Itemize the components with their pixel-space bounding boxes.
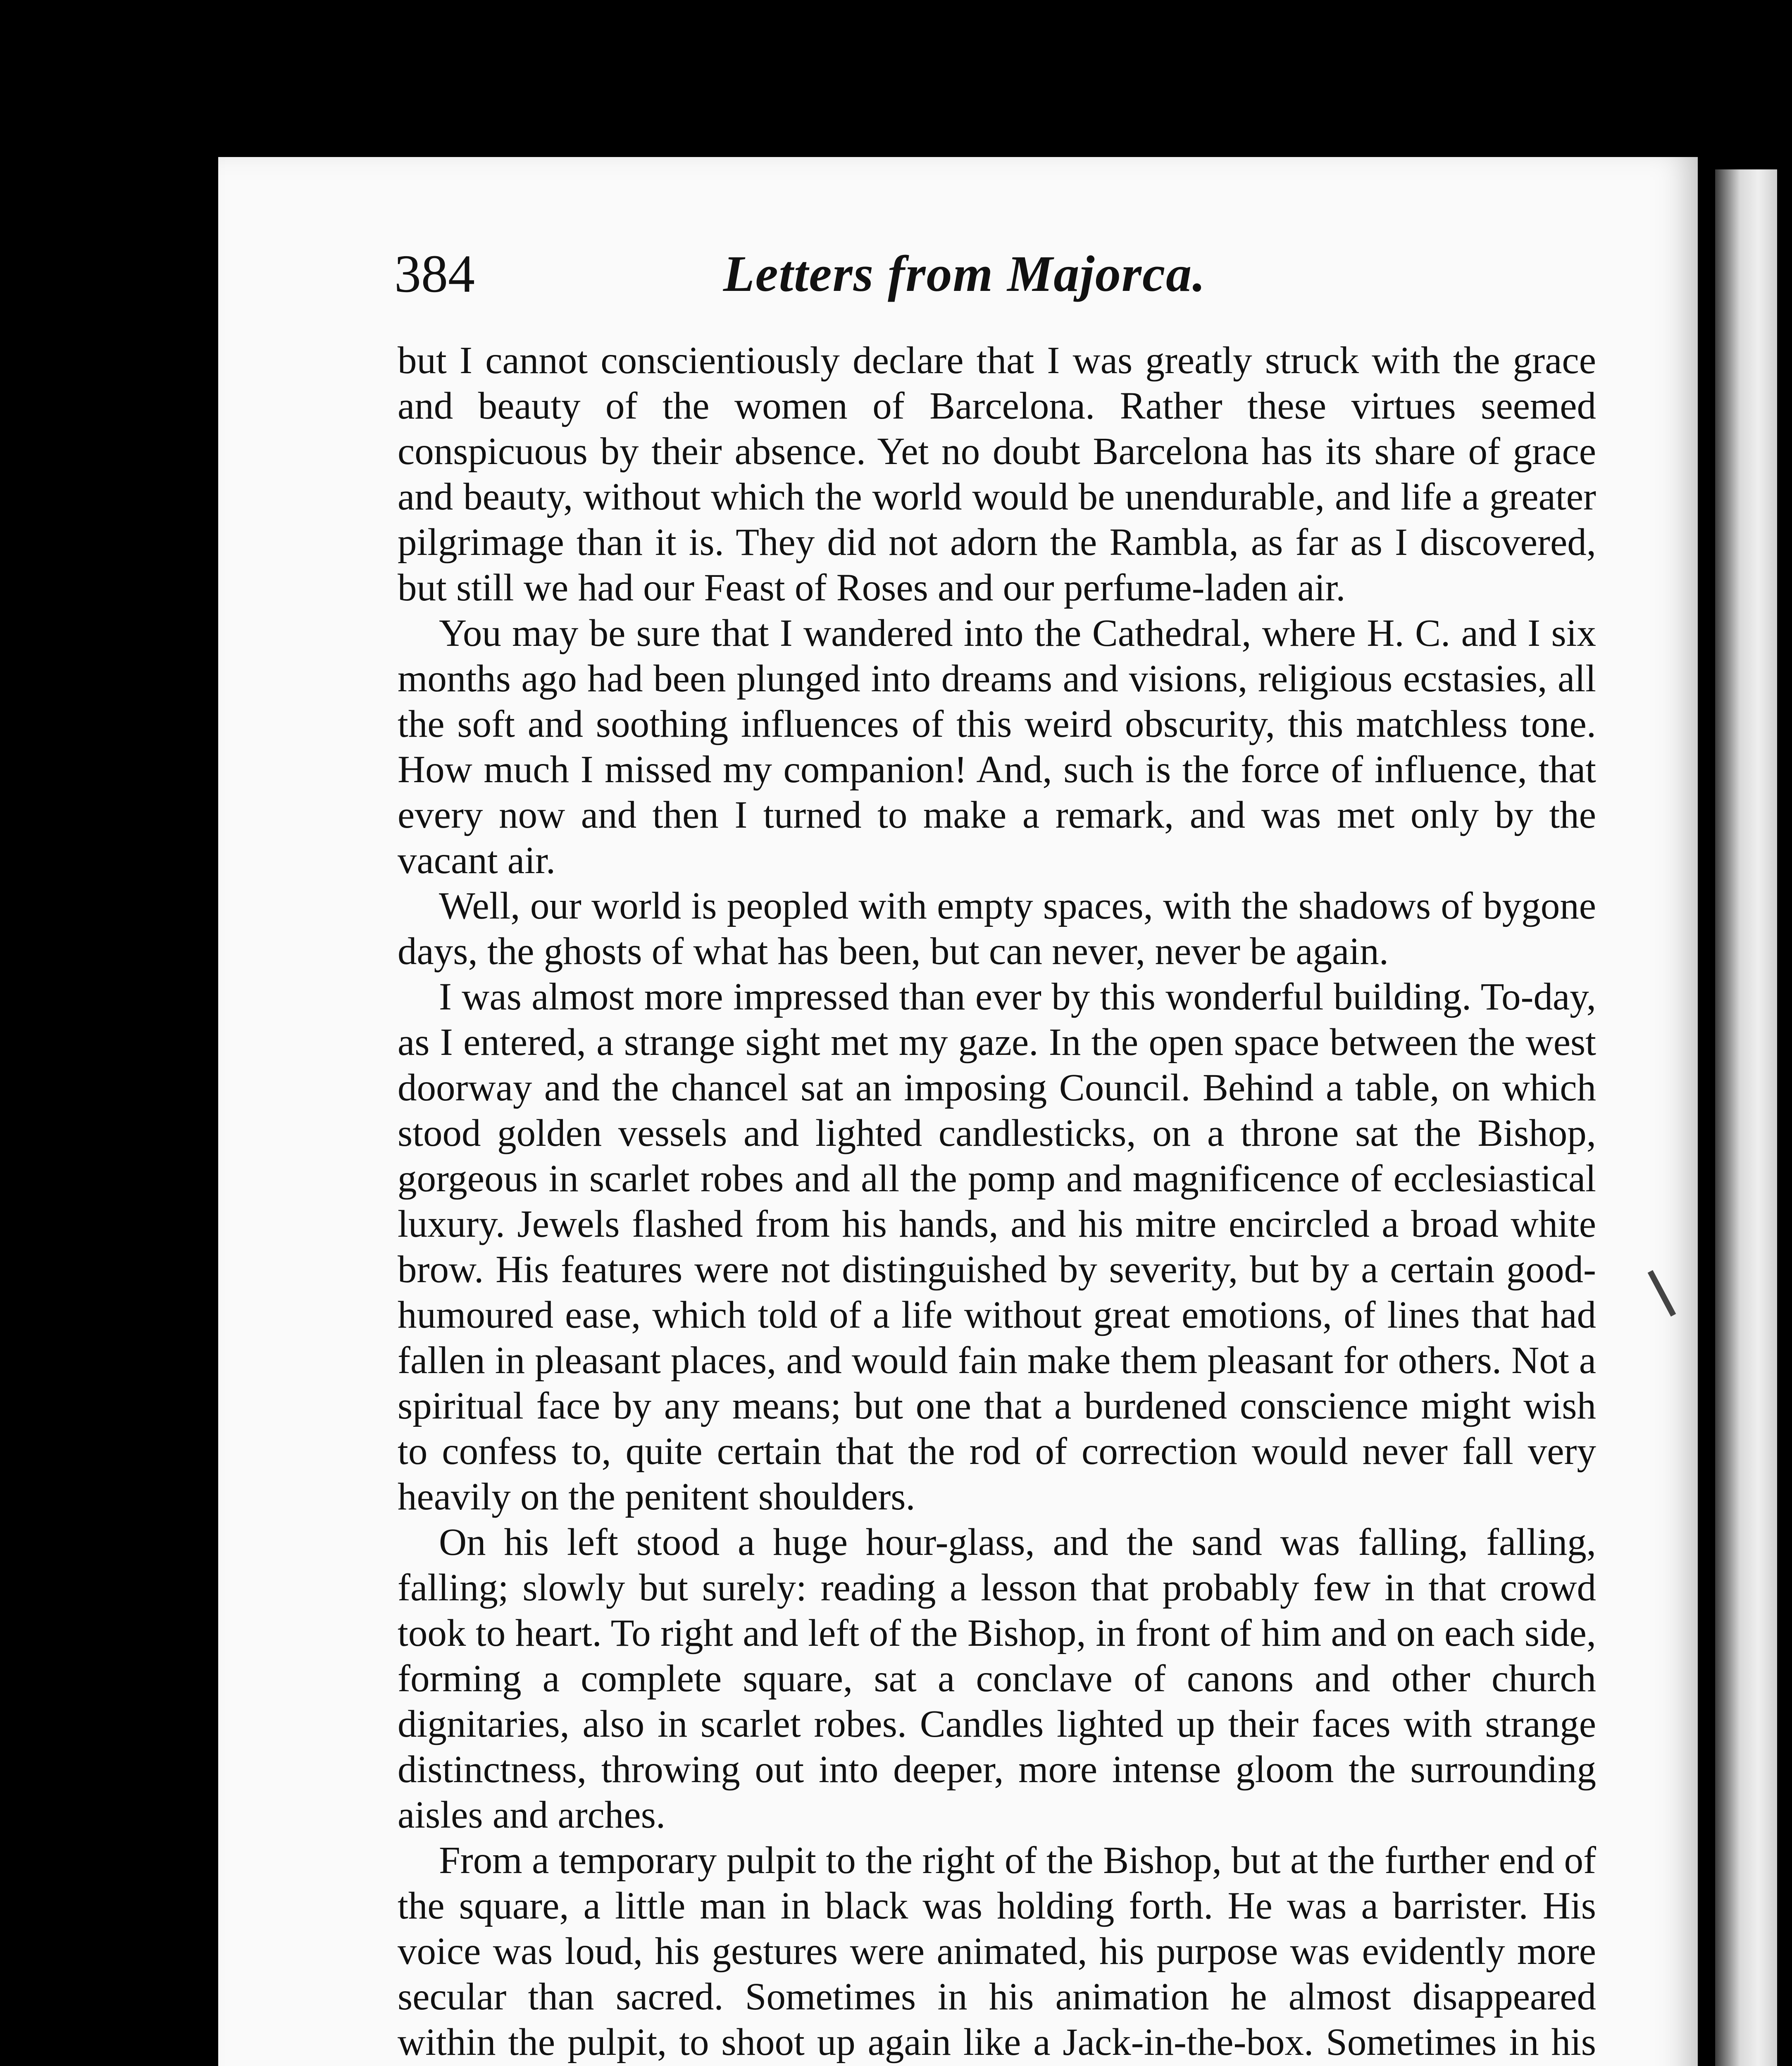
next-page-edge (1715, 169, 1777, 2066)
paragraph: From a temporary pulpit to the right of the Bishop, but at the further end of the square, a little man in black was holding forth. He was a barrister. His voice was loud, his gestures were animated, his purpose was evidently more secular than sacred. Sometimes in his animation he almost disappeared within the pulpit, to shoot up again like a Jack-in-the-box. Sometimes in his (398, 1839, 1596, 2064)
paragraph: Well, our world is peopled with empty spaces, with the shadows of bygone days, the ghosts of what has been, but can never, never be again. (398, 885, 1596, 973)
running-title: Letters from Majorca. (723, 245, 1206, 302)
paragraph: but I cannot conscientiously declare that I was greatly struck with the grace and beauty of the women of Barcelona. Rather these virtues seemed conspicuous by their absence. Yet no doubt Barcelona has its share of grace and beauty, without which the world would be unendurable, and life a greater pilgrimage than it is. They did not adorn the Rambla, as far as I discovered, but still we had our Feast of Roses and our perfume-laden air. (398, 339, 1596, 609)
page-number: 384 (394, 244, 475, 304)
paragraph: You may be sure that I wandered into the Cathedral, where H. C. and I six months ago had been plunged into dreams and visions, religious ecstasies, all the soft and soothing influences of this weird obscurity, this matchless tone. How much I missed my companion! And, such is the force of influence, that every now and then I turned to make a remark, and was met only by the vacant air. (398, 612, 1596, 882)
body-text (398, 338, 1596, 2066)
paragraph: I was almost more impressed than ever by this wonderful building. To-day, as I entered, a strange sight met my gaze. In the open space between the west doorway and the chancel sat an imposing Council. Behind a table, on which stood golden vessels and lighted candlesticks, on a throne sat the Bishop, gorgeous in scarlet robes and all the pomp and magnificence of ecclesiastical luxury. Jewels flashed from his hands, and his mitre encircled a broad white brow. His features were not distinguished by severity, but by a certain good-humoured ease, which told of a life without great emotions, of lines that had fallen in pleasant places, and would fain make them pleasant for others. Not a spiritual face by any means; but one that a burdened conscience might wish to confess to, quite certain that the rod of correction would never fall very heavily on the penitent shoulders. (398, 976, 1596, 1518)
paragraph: On his left stood a huge hour-glass, and the sand was falling, falling, falling; slowly but surely: reading a lesson that probably few in that crowd took to heart. To right and left of the Bishop, in front of him and on each side, forming a complete square, sat a conclave of canons and other church dignitaries, also in scarlet robes. Candles lighted up their faces with strange distinctness, throwing out into deeper, more intense gloom the surrounding aisles and arches. (398, 1521, 1596, 1836)
running-head (394, 243, 1535, 305)
